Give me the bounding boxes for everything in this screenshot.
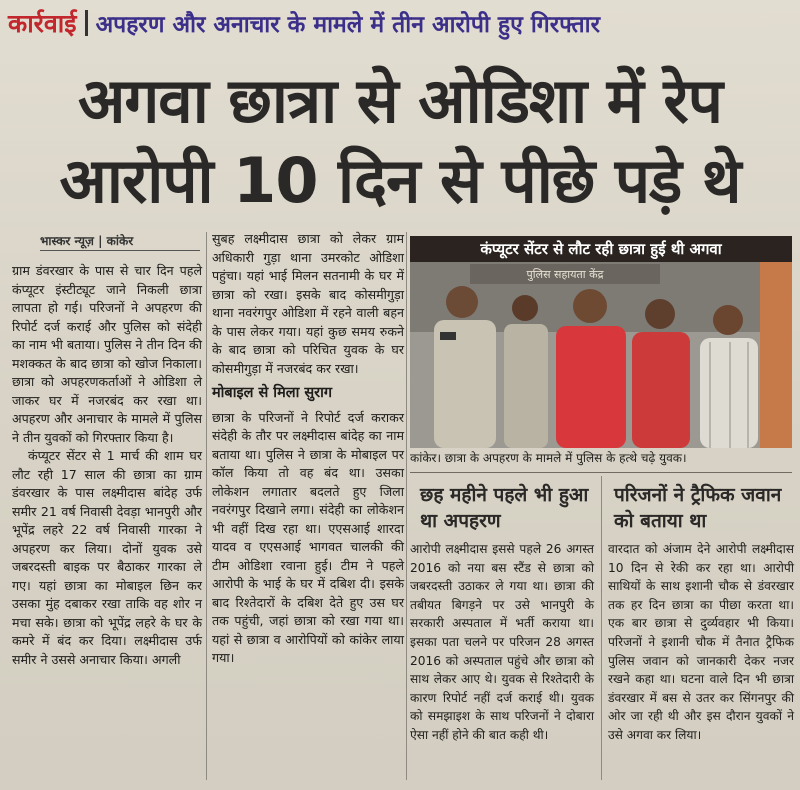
kicker-tag: कार्रवाई	[8, 9, 77, 38]
sidebar-left-title: छह महीने पहले भी हुआ था अपहरण	[420, 484, 589, 532]
article-paragraph: ग्राम डंवरखार के पास से चार दिन पहले कंप्यूटर इंस्टीट्यूट जाने निकली छात्रा लापता हो गई। परिजनों ने अपहरण की रिपोर्ट दर्ज कराई और पुलिस को संदेही का नाम भी बताया। पुलिस ने तीन दिन की मशक्कत के बाद छात्रा को खोज निकाला। छात्रा को अपहरणकर्ताओं ने ओडिशा ले जाकर घर में नजरबंद कर रखा था। अपहरण और अनाचार के मामले में पुलिस ने तीन युवकों को गिरफ्तार किया है।	[12, 263, 202, 445]
photo-caption: कांकेर। छात्रा के अपहरण के मामले में पुलिस के हत्थे चढ़े युवक।	[410, 451, 687, 465]
wall-sign: पुलिस सहायता केंद्र	[526, 268, 604, 281]
news-photo	[410, 262, 792, 448]
headline-line-2: आरोपी 10 दिन से पीछे पड़े थे	[59, 144, 741, 217]
column-divider	[406, 232, 407, 780]
sidebar-right-body: वारदात को अंजाम देने आरोपी लक्ष्मीदास 10 दिन से रेकी कर रहा था। आरोपी साथियों के साथ इशानी चौक से डंवरखार तक हर दिन छात्रा का पीछा करता था। एक बार छात्रा से दुर्व्यवहार भी किया। परिजनों ने इशानी चौक में तैनात ट्रैफिक पुलिस जवान को जानकारी देकर नजर रखने कहा था। घटना वाले दिन भी छात्रा डंवरखार में बस से उतर कर सिंगनपुर की ओर जा रही थी और इस दौरान युवकों ने उसे अगवा कर लिया।	[608, 542, 794, 742]
article-column-1	[12, 262, 202, 669]
kicker-divider	[85, 10, 88, 36]
article-column-2	[212, 230, 404, 668]
headline-line-1: अगवा छात्रा से ओडिशा में रेप	[78, 64, 722, 137]
byline-rule	[40, 250, 200, 251]
photo-caption-banner: कंप्यूटर सेंटर से लौट रही छात्रा हुई थी अगवा	[410, 236, 792, 262]
sidebar-left-body: आरोपी लक्ष्मीदास इससे पहले 26 अगस्त 2016 को नया बस स्टैंड से छात्रा को जबरदस्ती उठाकर ले गया था। छात्रा की तबीयत बिगड़ने पर उसे भानपुरी के सरकारी अस्पताल में भर्ती कराया था। इसका पता चलने पर परिजन 28 अगस्त 2016 को अस्पताल पहुंचे और छात्रा को साथ लेकर आए थे। युवक से रिश्तेदारी के कारण रिपोर्ट नहीं दर्ज कराई थी। युवक को समझाइश के साथ परिजनों ने दोबारा ऐसा नहीं होने की बात कही थी।	[410, 542, 594, 742]
article-paragraph: छात्रा के परिजनों ने रिपोर्ट दर्ज कराकर संदेही के तौर पर लक्ष्मीदास बांदेह का नाम बताया था। पुलिस ने छात्रा के मोबाइल पर कॉल किया तो वह बंद था। उसका लोकेशन लगातार बदलते हुए जिला नवरंगपुर दिखाने लगा। संदेही का लोकेशन भी वहीं दिख रहा था। एएसआई शारदा यादव व एएसआई भागवत चालकी की टीम ओडिशा रवाना हुई। टीम ने पहले आरोपी के भाई के घर में दबिश दी। इसके बाद रिश्तेदारों के दबिश देते हुए उस घर तक पहुंची, जहां छात्रा को रखा गया था। यहां से छात्रा व आरोपियों को कांकेर लाया गया।	[212, 409, 404, 665]
section-rule	[410, 472, 792, 473]
article-paragraph: कंप्यूटर सेंटर से 1 मार्च की शाम घर लौट रही 17 साल की छात्रा का ग्राम डंवरखार के पास लक्ष्मीदास बांदेह उर्फ समीर 21 वर्ष निवासी देवड़ा भानपुरी और भूपेंद्र लहरे 22 वर्ष निवासी गारका ने अपहरण कर लिया। दोनों युवक उसे जबरदस्ती बाइक पर बैठाकर गारका ले गए। यहां छात्रा का मोबाइल छिन कर उसका मुंह दबाकर रखा ताकि वह शोर न मचा सके। छात्रा को भूपेंद्र लहरे के घर के कमरे में बंद कर दिया। लक्ष्मीदास उर्फ समीर ने उससे अनाचार किया। अगली	[12, 448, 202, 667]
photo-illustration	[410, 262, 792, 448]
article-paragraph: सुबह लक्ष्मीदास छात्रा को लेकर ग्राम अधिकारी गुड़ा थाना उमरकोट ओडिशा पहुंचा। यहां भाई मिलन सतनामी के घर में छात्रा को रखा। इसके बाद कोसमीगुड़ा थाना नवरंगपुर ओडिशा में रहने वाली बहन के पास लेकर गया। यहां कुछ समय रुकने के बाद छात्रा को परिचित युवक के घर कोसमीगुड़ा में नजरबंद कर रखा।	[212, 231, 404, 376]
kicker-text: अपहरण और अनाचार के मामले में तीन आरोपी हुए गिरफ्तार	[95, 12, 601, 38]
sidebar-right-title: परिजनों ने ट्रैफिक जवान को बताया था	[614, 484, 782, 532]
byline: भास्कर न्यूज़ | कांकेर	[40, 234, 134, 248]
column-divider	[601, 476, 602, 780]
column-divider	[206, 232, 207, 780]
kicker	[8, 6, 600, 40]
article-subhead: मोबाइल से मिला सुराग	[212, 385, 333, 401]
